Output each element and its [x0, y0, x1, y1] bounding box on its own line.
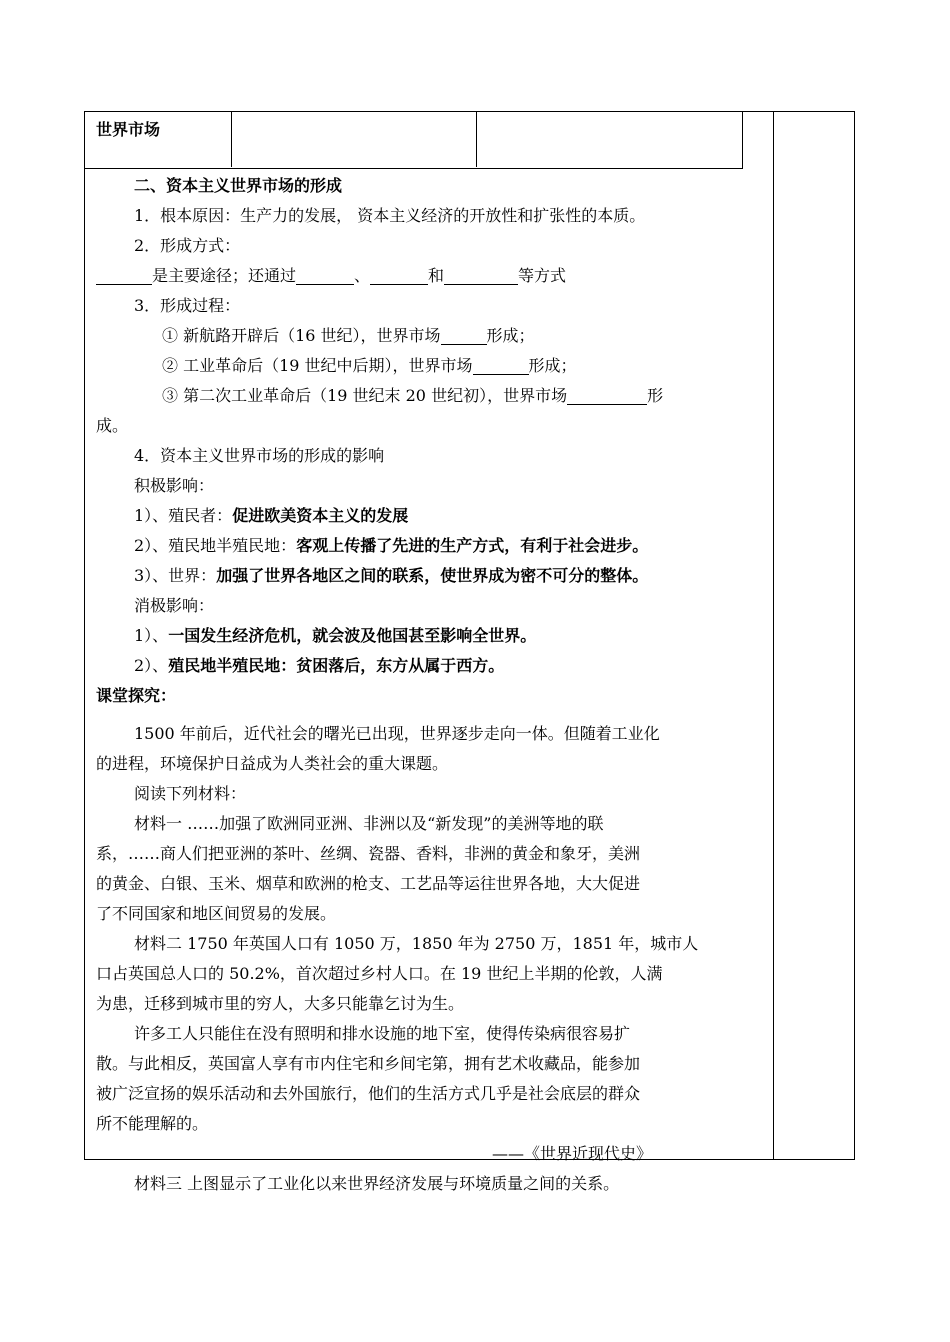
material2b-line-3: 被广泛宣扬的娱乐活动和去外国旅行，他们的生活方式几乎是社会底层的群众	[96, 1084, 641, 1103]
inquiry-intro-line-2: 的进程，环境保护日益成为人类社会的重大课题。	[96, 754, 449, 773]
process-step-1: ① 新航路开辟后（16 世纪），世界市场 形成；	[162, 326, 535, 345]
root-cause: 1．根本原因：生产力的发展， 资本主义经济的开放性和扩张性的本质。	[134, 206, 646, 225]
influence-heading: 4．资本主义世界市场的形成的影响	[134, 446, 385, 465]
negative-item-2: 2）、殖民地半殖民地：贫困落后，东方从属于西方。	[134, 656, 505, 675]
material2-line-2: 口占英国总人口的 50.2%，首次超过乡村人口。在 19 世纪上半期的伦敦，人满	[96, 964, 663, 983]
material2b-line-1: 许多工人只能住在没有照明和排水设施的地下室，使得传染病很容易扩	[134, 1024, 631, 1043]
blank-process-2[interactable]	[473, 356, 529, 375]
positive-item-2: 2）、殖民地半殖民地：客观上传播了先进的生产方式，有利于社会进步。	[134, 536, 649, 555]
positive-item-1: 1）、殖民者：促进欧美资本主义的发展	[134, 506, 409, 525]
process-step-3: ③ 第二次工业革命后（19 世纪末 20 世纪初），世界市场 形	[162, 386, 664, 405]
material1-line-2: 系，……商人们把亚洲的茶叶、丝绸、瓷器、香料，非洲的黄金和象牙，美洲	[96, 844, 641, 863]
process-step-3-tail: 成。	[96, 416, 129, 435]
blank-process-1[interactable]	[441, 326, 487, 345]
material1-line-1: 材料一 ……加强了欧洲同亚洲、非洲以及“新发现”的美洲等地的联	[134, 814, 604, 833]
blank-method-2[interactable]	[370, 266, 428, 285]
formation-process-label: 3．形成过程：	[134, 296, 241, 315]
negative-item-1: 1）、一国发生经济危机，就会波及他国甚至影响全世界。	[134, 626, 537, 645]
material2-line-1: 材料二 1750 年英国人口有 1050 万，1850 年为 2750 万，1851 年，城市人	[134, 934, 699, 953]
blank-process-3[interactable]	[567, 386, 647, 405]
world-market-label: 世界市场	[96, 120, 161, 139]
world-market-table-row	[84, 111, 743, 169]
negative-label: 消极影响：	[134, 596, 215, 615]
inquiry-intro-line-1: 1500 年前后，近代社会的曙光已出现，世界逐步走向一体。但随着工业化	[134, 724, 660, 743]
formation-method-blanks: 是主要途径；还通过 、 和 等方式	[96, 261, 764, 291]
blank-method-1[interactable]	[296, 266, 354, 285]
inquiry-heading: 课堂探究：	[96, 686, 177, 705]
material3: 材料三 上图显示了工业化以来世界经济发展与环境质量之间的关系。	[134, 1174, 620, 1193]
material1-line-4: 了不同国家和地区间贸易的发展。	[96, 904, 337, 923]
material2b-line-4: 所不能理解的。	[96, 1114, 209, 1133]
blank-method-3[interactable]	[444, 266, 518, 285]
blank-main-route[interactable]	[96, 266, 152, 285]
process-step-2: ② 工业革命后（19 世纪中后期），世界市场 形成；	[162, 356, 577, 375]
read-materials-label: 阅读下列材料：	[134, 784, 247, 803]
positive-item-3: 3）、世界：加强了世界各地区之间的联系，使世界成为密不可分的整体。	[134, 566, 649, 585]
source-citation: ——《世界近现代史》	[492, 1144, 653, 1163]
material1-line-3: 的黄金、白银、玉米、烟草和欧洲的枪支、工艺品等运往世界各地，大大促进	[96, 874, 641, 893]
world-market-answer-cell-1[interactable]	[231, 111, 477, 167]
material2b-line-2: 散。与此相反，英国富人享有市内住宅和乡间宅第，拥有艺术收藏品，能参加	[96, 1054, 641, 1073]
margin-column-divider	[773, 111, 774, 1160]
material2-line-3: 为患，迁移到城市里的穷人，大多只能靠乞讨为生。	[96, 994, 465, 1013]
section-heading: 二、资本主义世界市场的形成	[134, 176, 343, 195]
world-market-label-cell	[84, 111, 232, 167]
formation-method-label: 2．形成方式：	[134, 236, 241, 255]
lesson-content	[96, 171, 764, 1199]
positive-label: 积极影响：	[134, 476, 215, 495]
